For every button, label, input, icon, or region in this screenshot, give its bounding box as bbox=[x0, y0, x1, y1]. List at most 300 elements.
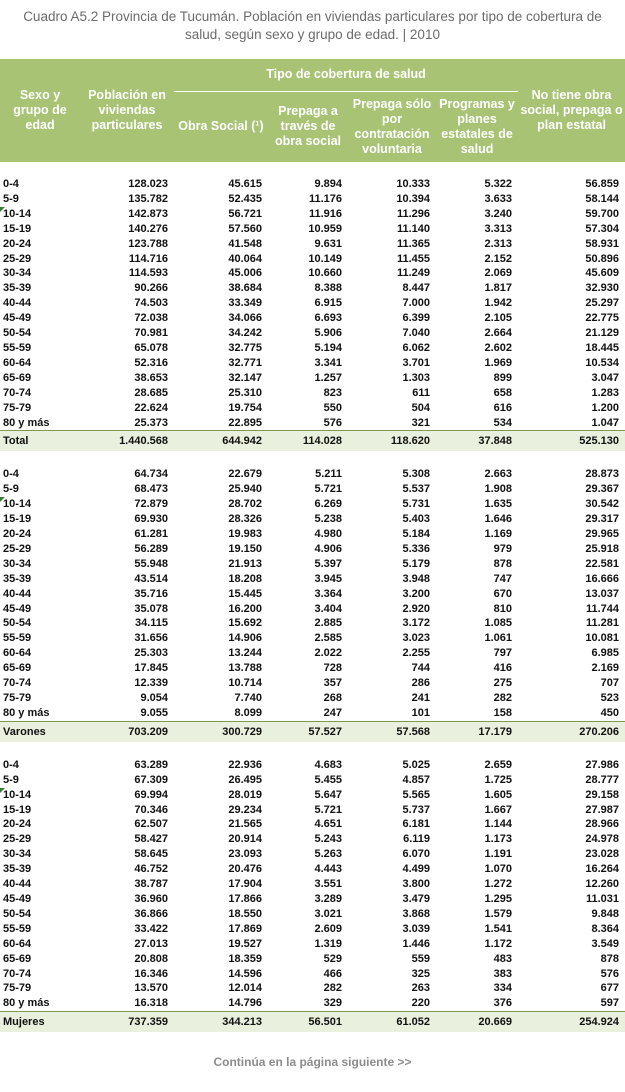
row-label: 25-29 bbox=[3, 252, 32, 265]
cell-value: 32.775 bbox=[228, 341, 262, 354]
cell-value: 33.349 bbox=[228, 297, 262, 310]
row-label: 30-34 bbox=[3, 848, 32, 861]
header-coverage: Tipo de cobertura de salud bbox=[174, 59, 518, 91]
cell-value: 3.289 bbox=[314, 892, 342, 905]
table-row bbox=[0, 281, 625, 296]
table-row bbox=[0, 892, 625, 907]
cell-value: 1.908 bbox=[484, 483, 513, 496]
cell-value: 5.211 bbox=[315, 468, 342, 481]
row-label: Mujeres bbox=[0, 1012, 80, 1033]
cell-value: 2.169 bbox=[591, 662, 620, 675]
cell-value: 58.144 bbox=[585, 192, 620, 205]
cell-value: 1.173 bbox=[484, 833, 513, 846]
cell-value: 4.857 bbox=[402, 773, 430, 786]
cell-value: 275 bbox=[493, 677, 513, 690]
cell-value: 59.700 bbox=[585, 207, 620, 220]
cell-value: 321 bbox=[411, 416, 430, 429]
cell-value: 14.906 bbox=[228, 632, 262, 645]
cell-value: 32.147 bbox=[228, 371, 262, 384]
cell-value: 35.716 bbox=[134, 587, 168, 600]
cell-value: 1.085 bbox=[484, 617, 513, 630]
row-label: 10-14 bbox=[0, 497, 80, 512]
cell-value: 135.782 bbox=[128, 192, 168, 205]
cell-value: 22.581 bbox=[585, 557, 620, 570]
cell-value: 329 bbox=[323, 997, 342, 1010]
cell-value: 12.014 bbox=[228, 982, 262, 995]
cell-value: 325 bbox=[411, 967, 430, 980]
cell-value: 3.551 bbox=[314, 878, 342, 891]
cell-value: 1.047 bbox=[591, 416, 620, 429]
cell-value: 41.548 bbox=[228, 237, 262, 250]
cell-value: 9.848 bbox=[591, 907, 620, 920]
cell-value: 5.025 bbox=[402, 758, 430, 771]
table-row bbox=[0, 326, 625, 341]
cell-value: 29.965 bbox=[585, 528, 620, 541]
cell-value: 483 bbox=[493, 952, 513, 965]
row-label: 20-24 bbox=[3, 818, 32, 831]
cell-value: 7.740 bbox=[234, 692, 262, 704]
table-row bbox=[0, 706, 625, 721]
row-label: 55-59 bbox=[3, 922, 32, 935]
table-row bbox=[0, 922, 625, 937]
cell-value: 5.179 bbox=[402, 557, 430, 570]
cell-value: 29.317 bbox=[585, 513, 620, 526]
cell-value: 56.289 bbox=[134, 542, 168, 555]
table-row bbox=[0, 758, 625, 773]
cell-value: 28.326 bbox=[228, 513, 262, 526]
cell-value: 37.848 bbox=[436, 431, 518, 452]
table-row bbox=[0, 416, 625, 431]
row-label: 70-74 bbox=[3, 677, 32, 690]
cell-value: 5.721 bbox=[314, 803, 342, 816]
cell-value: 810 bbox=[493, 602, 513, 615]
cell-value: 466 bbox=[323, 967, 342, 980]
cell-value: 22.936 bbox=[228, 758, 262, 771]
cell-value: 1.579 bbox=[484, 907, 513, 920]
cell-value: 28.873 bbox=[585, 468, 620, 481]
cell-value: 142.873 bbox=[128, 207, 168, 220]
row-label: 60-64 bbox=[3, 937, 32, 950]
cell-value: 2.659 bbox=[484, 758, 513, 771]
cell-value: 32.930 bbox=[585, 282, 620, 295]
cell-value: 128.023 bbox=[128, 178, 168, 190]
cell-value: 5.721 bbox=[314, 483, 342, 496]
cell-value: 52.435 bbox=[228, 192, 262, 205]
cell-value: 8.364 bbox=[591, 922, 620, 935]
cell-value: 737.359 bbox=[80, 1012, 174, 1033]
cell-value: 525.130 bbox=[518, 431, 625, 452]
cell-value: 4.906 bbox=[314, 542, 342, 555]
table-title: Cuadro A5.2 Provincia de Tucumán. Población en viviendas particulares por tipo de cobertura de salud, según sexo y grupo de edad. | 2010 bbox=[23, 9, 602, 42]
cell-value: 2.920 bbox=[402, 602, 430, 615]
table-row bbox=[0, 646, 625, 661]
cell-value: 11.249 bbox=[396, 267, 430, 280]
cell-value: 5.403 bbox=[402, 513, 430, 526]
cell-value: 20.808 bbox=[134, 952, 168, 965]
row-label: 80 y más bbox=[3, 706, 50, 719]
cell-value: 29.158 bbox=[585, 788, 620, 801]
cell-value: 1.446 bbox=[402, 937, 430, 950]
row-label: 0-4 bbox=[3, 468, 19, 481]
cell-value: 64.734 bbox=[134, 468, 168, 481]
row-label: 80 y más bbox=[3, 997, 50, 1010]
cell-value: 114.593 bbox=[128, 267, 168, 280]
cell-value: 15.692 bbox=[228, 617, 262, 630]
cell-value: 45.006 bbox=[228, 267, 262, 280]
cell-value: 34.115 bbox=[134, 617, 168, 630]
cell-value: 1.440.568 bbox=[80, 431, 174, 452]
cell-value: 8.388 bbox=[314, 282, 342, 295]
table-row bbox=[0, 482, 625, 497]
cell-value: 7.040 bbox=[402, 327, 430, 340]
row-label: 15-19 bbox=[3, 222, 32, 235]
row-label: 70-74 bbox=[3, 386, 32, 399]
table-row bbox=[0, 192, 625, 207]
table-row bbox=[0, 341, 625, 356]
cell-value: 670 bbox=[493, 587, 513, 600]
row-label: Varones bbox=[0, 721, 80, 742]
table-row bbox=[0, 557, 625, 572]
row-label: 55-59 bbox=[3, 632, 32, 645]
section-spacer bbox=[0, 451, 625, 467]
cell-value: 23.028 bbox=[585, 848, 620, 861]
cell-value: 57.568 bbox=[348, 721, 436, 742]
cell-value: 3.023 bbox=[402, 632, 430, 645]
cell-value: 22.895 bbox=[228, 416, 262, 429]
row-label: 15-19 bbox=[3, 803, 32, 816]
row-label: 80 y más bbox=[3, 416, 50, 429]
table-row bbox=[0, 996, 625, 1011]
cell-value: 703.209 bbox=[80, 721, 174, 742]
row-label: 5-9 bbox=[3, 483, 19, 496]
table-row bbox=[0, 803, 625, 818]
continue-note: Continúa en la página siguiente >> bbox=[213, 1055, 412, 1069]
cell-value: 263 bbox=[411, 982, 430, 995]
cell-value: 529 bbox=[323, 952, 342, 965]
cell-value: 247 bbox=[323, 706, 342, 719]
cell-value: 17.845 bbox=[134, 662, 168, 675]
cell-value: 6.985 bbox=[591, 647, 620, 660]
row-label: 65-69 bbox=[3, 952, 32, 965]
cell-value: 28.777 bbox=[585, 773, 620, 786]
cell-value: 25.373 bbox=[134, 416, 168, 429]
section-spacer bbox=[0, 162, 625, 177]
row-label: 55-59 bbox=[3, 341, 32, 354]
cell-value: 5.238 bbox=[314, 513, 342, 526]
table-row bbox=[0, 542, 625, 557]
cell-value: 50.896 bbox=[585, 252, 620, 265]
table-row bbox=[0, 311, 625, 326]
cell-value: 27.013 bbox=[134, 937, 168, 950]
cell-value: 74.503 bbox=[134, 297, 168, 310]
cell-value: 3.701 bbox=[402, 356, 430, 369]
cell-value: 1.200 bbox=[591, 401, 620, 414]
cell-value: 16.318 bbox=[134, 997, 168, 1010]
cell-value: 17.179 bbox=[436, 721, 518, 742]
cell-value: 20.914 bbox=[228, 833, 262, 846]
cell-value: 38.653 bbox=[134, 371, 168, 384]
cell-value: 28.685 bbox=[134, 386, 168, 399]
cell-value: 1.172 bbox=[484, 937, 513, 950]
cell-value: 68.473 bbox=[134, 483, 168, 496]
cell-value: 58.931 bbox=[585, 237, 620, 250]
header-obra-social: Obra Social (¹) bbox=[174, 91, 268, 162]
cell-value: 45.615 bbox=[228, 178, 262, 190]
table-header bbox=[0, 59, 625, 162]
cell-value: 25.940 bbox=[228, 483, 262, 496]
cell-value: 20.669 bbox=[436, 1012, 518, 1033]
cell-value: 35.078 bbox=[134, 602, 168, 615]
header-prepaga-vol: Prepaga sólo por contratación voluntaria bbox=[348, 91, 436, 162]
cell-value: 11.455 bbox=[396, 252, 430, 265]
cell-value: 9.054 bbox=[140, 692, 168, 704]
cell-value: 5.737 bbox=[402, 803, 430, 816]
cell-value: 36.960 bbox=[134, 892, 168, 905]
table-row bbox=[0, 467, 625, 482]
cell-value: 597 bbox=[600, 997, 620, 1010]
cell-value: 2.585 bbox=[314, 632, 342, 645]
cell-value: 534 bbox=[493, 416, 513, 429]
cell-value: 3.479 bbox=[402, 892, 430, 905]
cell-value: 12.339 bbox=[134, 677, 168, 690]
cell-value: 11.031 bbox=[585, 892, 620, 905]
table-row bbox=[0, 616, 625, 631]
cell-value: 6.915 bbox=[314, 297, 342, 310]
cell-value: 17.866 bbox=[228, 892, 262, 905]
cell-value: 16.200 bbox=[228, 602, 262, 615]
cell-value: 57.304 bbox=[585, 222, 620, 235]
table-row bbox=[0, 981, 625, 996]
cell-value: 282 bbox=[493, 692, 513, 704]
cell-value: 17.904 bbox=[228, 878, 262, 891]
cell-value: 5.647 bbox=[314, 788, 342, 801]
cell-value: 28.019 bbox=[228, 788, 262, 801]
header-population: Población en viviendas particulares bbox=[80, 59, 174, 162]
cell-value: 3.549 bbox=[591, 937, 620, 950]
cell-value: 7.000 bbox=[402, 297, 430, 310]
cell-value: 286 bbox=[411, 677, 430, 690]
cell-value: 29.234 bbox=[228, 803, 262, 816]
cell-value: 5.194 bbox=[314, 341, 342, 354]
header-group: Sexo y grupo de edad bbox=[0, 59, 80, 162]
cell-value: 10.149 bbox=[308, 252, 342, 265]
data-table bbox=[0, 59, 625, 1032]
cell-value: 658 bbox=[493, 386, 513, 399]
row-label: 25-29 bbox=[3, 833, 32, 846]
cell-value: 2.885 bbox=[314, 617, 342, 630]
cell-value: 1.070 bbox=[484, 863, 513, 876]
cell-value: 899 bbox=[493, 371, 513, 384]
cell-value: 1.817 bbox=[484, 282, 513, 295]
row-label: 35-39 bbox=[3, 282, 32, 295]
cell-value: 1.303 bbox=[402, 371, 430, 384]
cell-value: 5.263 bbox=[314, 848, 342, 861]
table-row bbox=[0, 773, 625, 788]
cell-value: 38.787 bbox=[134, 878, 168, 891]
cell-value: 14.596 bbox=[228, 967, 262, 980]
row-label: 40-44 bbox=[3, 878, 32, 891]
cell-value: 1.272 bbox=[484, 878, 513, 891]
cell-value: 6.062 bbox=[402, 341, 430, 354]
cell-value: 3.868 bbox=[402, 907, 430, 920]
cell-value: 220 bbox=[411, 997, 430, 1010]
row-label: 75-79 bbox=[3, 692, 32, 704]
section-spacer bbox=[0, 742, 625, 758]
cell-value: 118.620 bbox=[348, 431, 436, 452]
cell-value: 70.981 bbox=[134, 327, 168, 340]
table-row bbox=[0, 222, 625, 237]
cell-value: 3.039 bbox=[402, 922, 430, 935]
cell-value: 2.105 bbox=[484, 312, 513, 325]
cell-value: 25.297 bbox=[585, 297, 620, 310]
cell-value: 979 bbox=[493, 542, 513, 555]
table-row bbox=[0, 877, 625, 892]
cell-value: 22.679 bbox=[228, 468, 262, 481]
cell-value: 90.266 bbox=[134, 282, 168, 295]
row-label: 75-79 bbox=[3, 982, 32, 995]
cell-value: 3.240 bbox=[484, 207, 513, 220]
cell-value: 10.081 bbox=[585, 632, 620, 645]
cell-value: 18.550 bbox=[228, 907, 262, 920]
table-row bbox=[0, 401, 625, 416]
cell-value: 5.322 bbox=[484, 178, 513, 190]
table-row bbox=[0, 371, 625, 386]
cell-value: 56.721 bbox=[228, 207, 262, 220]
cell-value: 52.316 bbox=[134, 356, 168, 369]
cell-value: 1.635 bbox=[484, 498, 513, 511]
cell-value: 4.980 bbox=[314, 528, 342, 541]
cell-value: 21.565 bbox=[228, 818, 262, 831]
cell-value: 19.754 bbox=[228, 401, 262, 414]
cell-value: 728 bbox=[323, 662, 342, 675]
cell-value: 9.631 bbox=[314, 237, 342, 250]
cell-value: 11.365 bbox=[396, 237, 430, 250]
row-label: 45-49 bbox=[3, 312, 32, 325]
cell-value: 69.994 bbox=[134, 788, 168, 801]
cell-value: 13.037 bbox=[585, 587, 620, 600]
cell-value: 2.022 bbox=[314, 647, 342, 660]
row-label: 10-14 bbox=[0, 788, 80, 803]
cell-value: 616 bbox=[493, 401, 513, 414]
cell-value: 2.602 bbox=[484, 341, 513, 354]
cell-value: 11.744 bbox=[585, 602, 620, 615]
cell-value: 3.800 bbox=[402, 878, 430, 891]
table-row bbox=[0, 356, 625, 371]
cell-value: 34.066 bbox=[228, 312, 262, 325]
cell-value: 2.069 bbox=[484, 267, 513, 280]
cell-value: 29.367 bbox=[585, 483, 620, 496]
cell-value: 58.645 bbox=[134, 848, 168, 861]
total-row bbox=[0, 431, 625, 452]
table-row bbox=[0, 862, 625, 877]
cell-value: 25.918 bbox=[585, 542, 620, 555]
cell-value: 1.605 bbox=[484, 788, 513, 801]
row-label: 20-24 bbox=[3, 237, 32, 250]
cell-value: 158 bbox=[493, 706, 513, 719]
cell-value: 72.879 bbox=[134, 498, 168, 511]
table-row bbox=[0, 572, 625, 587]
table-row bbox=[0, 691, 625, 706]
row-label: 25-29 bbox=[3, 542, 32, 555]
cell-value: 1.541 bbox=[484, 922, 513, 935]
table-row bbox=[0, 631, 625, 646]
cell-value: 1.646 bbox=[484, 513, 513, 526]
cell-value: 10.534 bbox=[585, 356, 620, 369]
cell-value: 383 bbox=[493, 967, 513, 980]
cell-value: 1.969 bbox=[484, 356, 513, 369]
table-row bbox=[0, 937, 625, 952]
cell-value: 576 bbox=[323, 416, 342, 429]
cell-value: 8.447 bbox=[402, 282, 430, 295]
cell-value: 504 bbox=[411, 401, 430, 414]
table-row bbox=[0, 386, 625, 401]
row-label: 35-39 bbox=[3, 863, 32, 876]
row-label: 65-69 bbox=[3, 662, 32, 675]
cell-value: 10.394 bbox=[396, 192, 430, 205]
cell-value: 1.191 bbox=[484, 848, 513, 861]
cell-value: 241 bbox=[411, 692, 430, 704]
table-row bbox=[0, 296, 625, 311]
cell-value: 65.078 bbox=[134, 341, 168, 354]
row-label: 0-4 bbox=[3, 758, 19, 771]
cell-value: 9.894 bbox=[314, 178, 342, 190]
cell-value: 5.537 bbox=[402, 483, 430, 496]
cell-value: 878 bbox=[493, 557, 513, 570]
cell-value: 26.495 bbox=[228, 773, 262, 786]
cell-value: 2.152 bbox=[484, 252, 513, 265]
cell-value: 5.336 bbox=[402, 542, 430, 555]
table-body bbox=[0, 162, 625, 1032]
cell-value: 40.064 bbox=[228, 252, 262, 265]
row-label: 40-44 bbox=[3, 297, 32, 310]
cell-value: 282 bbox=[323, 982, 342, 995]
cell-value: 2.255 bbox=[402, 647, 430, 660]
cell-value: 376 bbox=[493, 997, 513, 1010]
cell-value: 254.924 bbox=[518, 1012, 625, 1033]
cell-value: 72.038 bbox=[134, 312, 168, 325]
table-row bbox=[0, 512, 625, 527]
cell-value: 11.296 bbox=[396, 207, 430, 220]
row-label: 20-24 bbox=[3, 528, 32, 541]
cell-value: 2.663 bbox=[484, 468, 513, 481]
cell-value: 22.624 bbox=[134, 401, 168, 414]
cell-value: 1.061 bbox=[484, 632, 513, 645]
cell-value: 4.651 bbox=[314, 818, 342, 831]
cell-value: 5.455 bbox=[314, 773, 342, 786]
cell-value: 416 bbox=[493, 662, 513, 675]
cell-value: 747 bbox=[493, 572, 513, 585]
cell-value: 797 bbox=[493, 647, 513, 660]
row-label: 50-54 bbox=[3, 327, 32, 340]
cell-value: 36.866 bbox=[134, 907, 168, 920]
cell-value: 19.150 bbox=[228, 542, 262, 555]
row-label: 75-79 bbox=[3, 401, 32, 414]
cell-value: 1.283 bbox=[591, 386, 620, 399]
table-row bbox=[0, 817, 625, 832]
cell-value: 14.796 bbox=[228, 997, 262, 1010]
cell-value: 6.693 bbox=[314, 312, 342, 325]
cell-value: 25.310 bbox=[228, 386, 262, 399]
cell-value: 123.788 bbox=[128, 237, 168, 250]
cell-value: 18.445 bbox=[585, 341, 620, 354]
cell-value: 32.771 bbox=[228, 356, 262, 369]
cell-value: 1.144 bbox=[484, 818, 513, 831]
cell-value: 5.731 bbox=[402, 498, 430, 511]
cell-value: 450 bbox=[600, 706, 620, 719]
cell-value: 16.666 bbox=[585, 572, 620, 585]
cell-value: 21.129 bbox=[585, 327, 620, 340]
cell-value: 16.346 bbox=[134, 967, 168, 980]
